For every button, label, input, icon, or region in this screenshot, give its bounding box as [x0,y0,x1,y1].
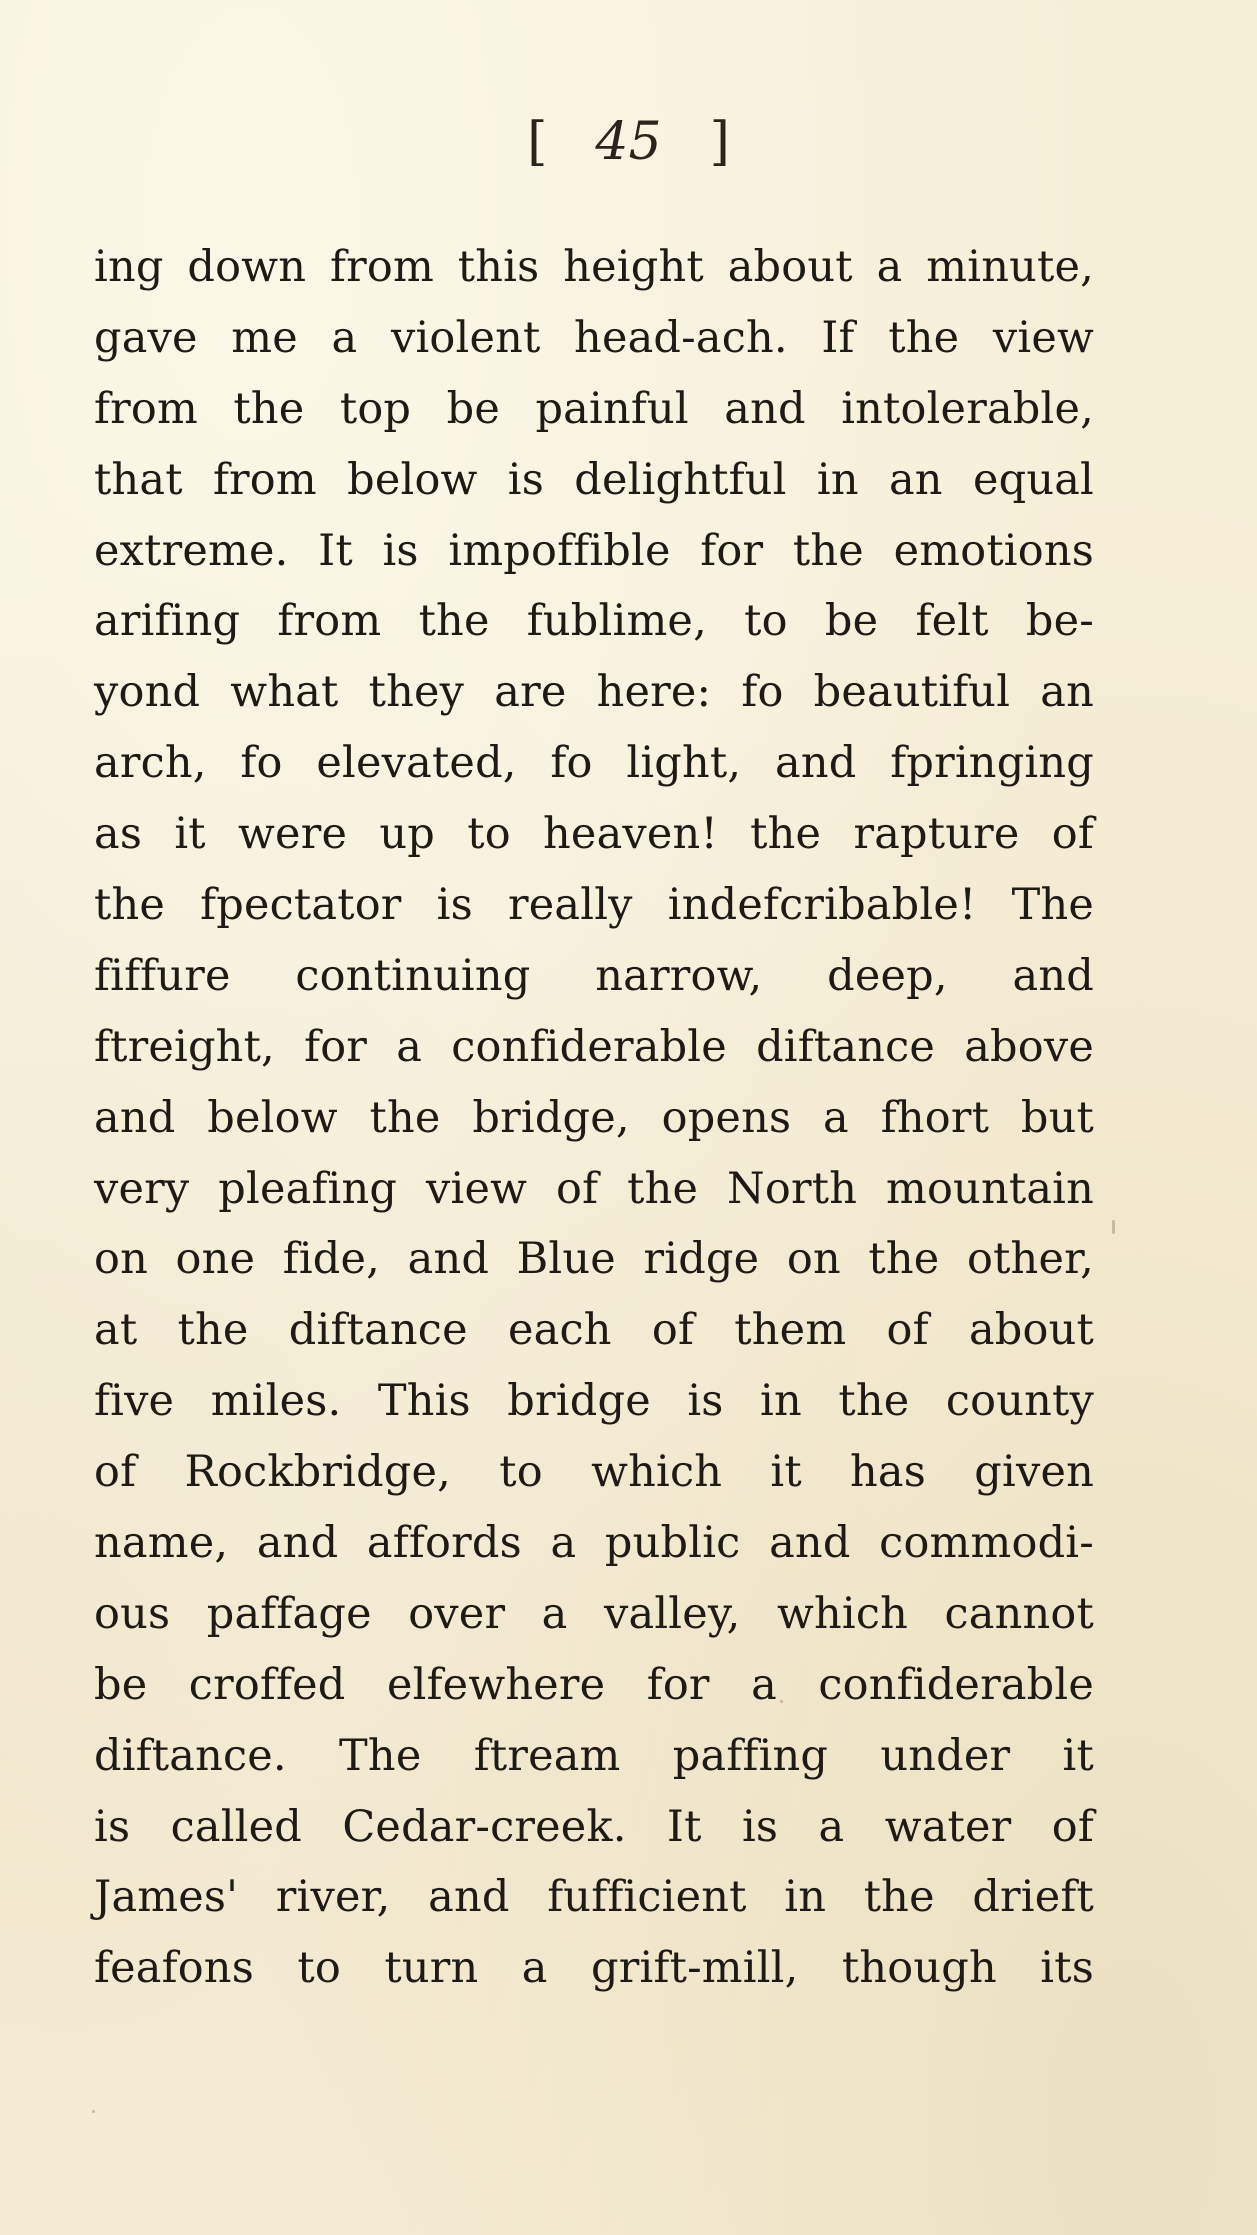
right-bracket: ] [709,112,730,172]
page-number-value: 45 [595,112,662,172]
text-line: ing down from this height about a minute, [94,242,1094,292]
text-line: of Rockbridge, to which it has given [94,1447,1094,1498]
text-line: is called Cedar-creek. It is a water of [94,1801,1094,1852]
text-line: arifing from the fublime, to be felt be- [94,596,1094,647]
text-line: ftreight, for a confiderable diftance above [94,1021,1094,1072]
text-line: at the diftance each of them of about [94,1305,1094,1356]
text-line: from the top be painful and intolerable, [94,383,1094,434]
text-line: be croffed elfewhere for a confiderable [94,1659,1094,1710]
text-line: feafons to turn a grift-mill, though its [94,1943,1094,1994]
paper-speck [1112,1220,1115,1234]
text-line: very pleafing view of the North mountain [94,1163,1094,1214]
text-line: and below the bridge, opens a fhort but [94,1092,1094,1143]
body-text [94,232,1094,2004]
text-line: arch, fo elevated, fo light, and fpringing [94,738,1094,789]
text-line: on one fide, and Blue ridge on the other, [94,1234,1094,1285]
text-line: as it were up to heaven! the rapture of [94,809,1094,860]
text-line: that from below is delightful in an equal [94,454,1094,505]
paper-speck [780,1700,783,1703]
text-line: name, and affords a public and commodi- [94,1518,1094,1569]
text-line: extreme. It is impoffible for the emotions [94,525,1094,576]
text-line: fiffure continuing narrow, deep, and [94,950,1094,1001]
text-line: diftance. The ftream paffing under it [94,1730,1094,1781]
page-number [0,112,1257,172]
text-line: the fpectator is really indefcribable! The [94,880,1094,931]
text-line: yond what they are here: fo beautiful an [94,667,1094,718]
text-line: five miles. This bridge is in the county [94,1376,1094,1427]
text-line: James' river, and fufficient in the drieft [94,1872,1094,1923]
paper-speck [92,2110,95,2113]
text-line: ous paffage over a valley, which cannot [94,1588,1094,1639]
left-bracket: [ [527,112,548,172]
text-line: gave me a violent head-ach. If the view [94,312,1094,363]
